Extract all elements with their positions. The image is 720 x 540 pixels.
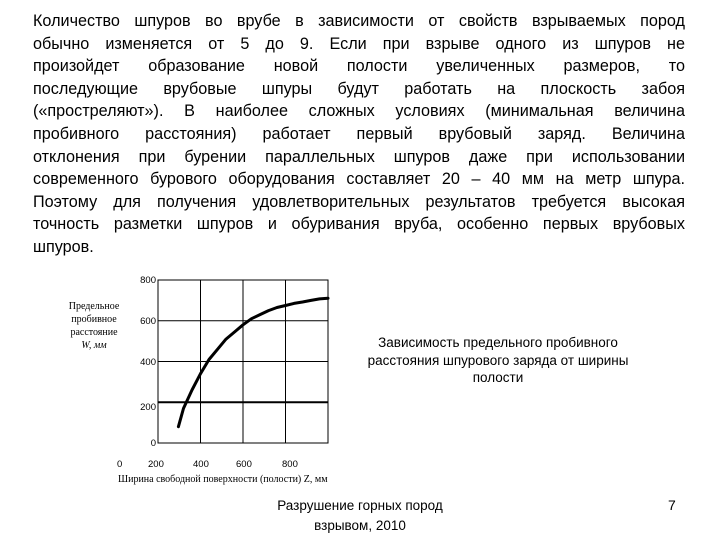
y-tick-label: 400 xyxy=(140,357,156,368)
paragraph-line: шпуров. xyxy=(33,237,94,256)
ylabel-line: Предельное xyxy=(68,301,120,312)
x-tick-label: 200 xyxy=(148,459,164,470)
x-tick-label: 800 xyxy=(282,459,298,470)
paragraph-line: произойдет образование новой полости увеличенных размеров, то xyxy=(33,57,685,76)
paragraph-line: обычно изменяется от 5 до 9. Если при взрыве одного из шпуров не xyxy=(33,34,685,53)
paragraph-line: точность разметки шпуров и обуривания вруба, особенно первых врубовых xyxy=(33,215,685,234)
paragraph-line: Количество шпуров во врубе в зависимости от свойств взрываемых пород xyxy=(33,12,685,30)
ylabel-line: пробивное xyxy=(71,314,117,325)
footer-line: Разрушение горных пород xyxy=(277,498,443,513)
paragraph-line: («простреляют»). В наиболее сложных условиях (минимальная величина xyxy=(33,102,685,121)
y-tick-label: 200 xyxy=(140,402,156,413)
chart-grid xyxy=(158,280,328,443)
paragraph-line: последующие врубовые шпуры будут работать на плоскость забоя xyxy=(33,79,685,98)
footer xyxy=(250,496,470,535)
y-tick-label: 800 xyxy=(140,275,156,286)
paragraph-line: современного бурового оборудования составляет 20 – 40 мм на метр шпура. xyxy=(33,170,685,189)
chart-caption: Зависимость предельного пробивного расстояния шпурового заряда от ширины полости xyxy=(367,335,629,385)
x-tick-label: 400 xyxy=(193,459,209,470)
paragraph-line: Поэтому для получения удовлетворительных результатов требуется высокая xyxy=(33,192,685,211)
ylabel-line: W, мм xyxy=(81,340,107,351)
x-tick-label: 0 xyxy=(117,459,123,470)
footer-line: взрывом, 2010 xyxy=(314,517,406,533)
paragraph-line: пробивного расстояния) работает первый врубовый заряд. Величина xyxy=(33,124,685,143)
ylabel-line: расстояние xyxy=(70,327,118,338)
chart-x-axis-label: Ширина свободной поверхности (полости) Z, мм xyxy=(118,474,328,485)
y-tick-label: 600 xyxy=(140,316,156,327)
page-number: 7 xyxy=(668,497,676,513)
x-tick-label: 600 xyxy=(236,459,252,470)
paragraph-line: отклонения при бурении параллельных шпуров даже при использовании xyxy=(33,147,685,166)
y-tick-label: 0 xyxy=(150,438,156,449)
